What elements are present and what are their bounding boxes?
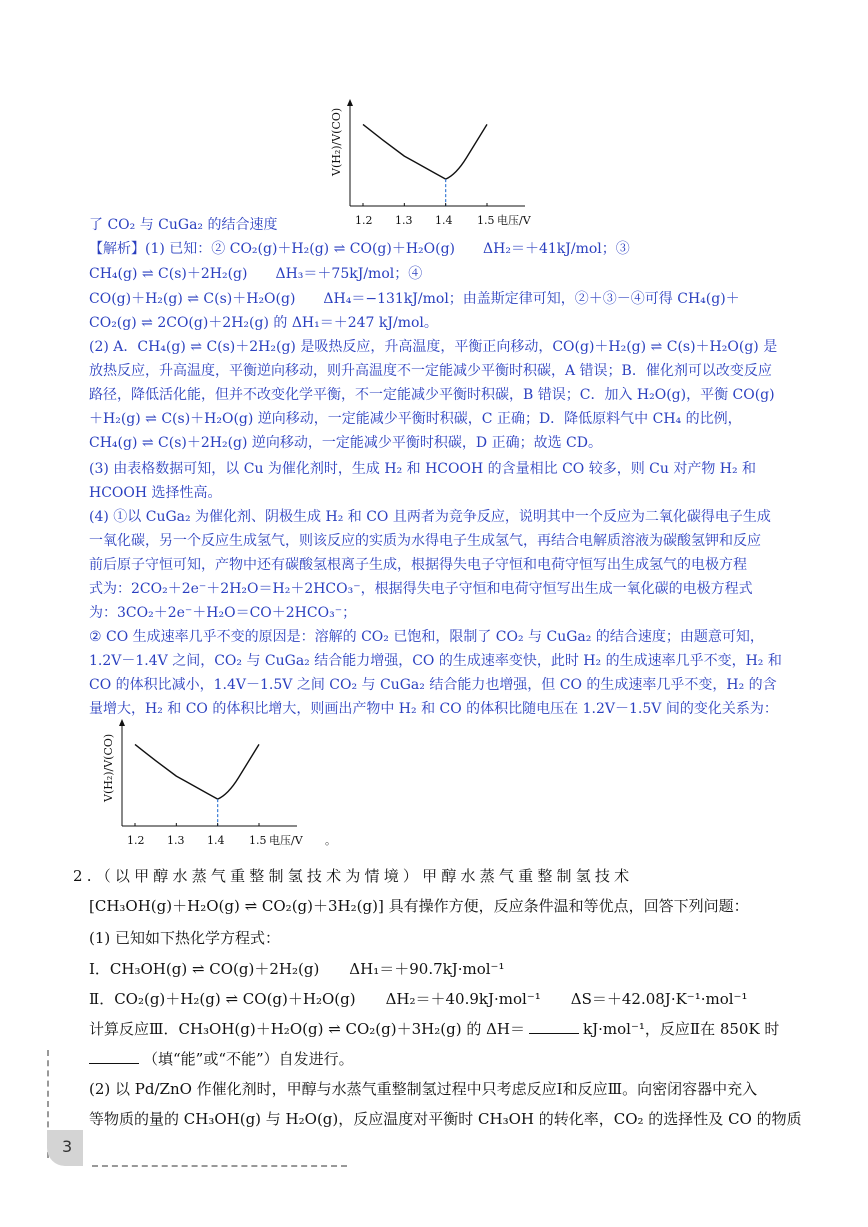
chart-2-tick: 1.2 [127,834,145,847]
chart-2-tick: 1.3 [167,834,185,847]
solution-line: CO 的体积比减小，1.4V－1.5V 之间 CO₂ 与 CuGa₂ 结合能力也增强，但 CO 的生成速率几乎不变，H₂ 的含 [89,677,777,693]
chart-1-curve [363,124,487,179]
page-number: 3 [62,1137,73,1156]
solution-line: 一氧化碳，另一个反应生成氢气，则该反应的实质为水得电子生成氢气，再结合电解质溶液为碳酸氢钾和反应 [89,533,761,549]
solution-line: 了 CO₂ 与 CuGa₂ 的结合速度 [89,217,278,233]
question-2-line: (1) 已知如下热化学方程式： [89,929,281,947]
solution-line: 前后原子守恒可知，产物中还有碳酸氢根离子生成，根据得失电子守恒和电荷守恒写出生成氢气的电极方程 [89,557,747,573]
solution-line: 式为：2CO₂＋2e⁻＋2H₂O＝H₂＋2HCO₃⁻，根据得失电子守恒和电荷守恒写出生成一氧化碳的电极方程式 [89,581,753,597]
chart-1 [325,98,555,230]
question-2-line: Ⅰ．CH₃OH(g) ⇌ CO(g)＋2H₂(g) ΔH₁＝＋90.7kJ·mol⁻¹ [89,960,505,978]
chart-2-ylabel: V(H₂)/V(CO) [102,733,115,802]
chart-1-xlabel: 电压/V [497,214,531,227]
solution-line: 为：3CO₂＋2e⁻＋H₂O＝CO＋2HCO₃⁻； [89,605,357,621]
question-2-line-6b: kJ·mol⁻¹，反应Ⅱ在 850K 时 [583,1020,780,1038]
chart-2-tick: 1.5 [249,834,267,847]
solution-line: CH₄(g) ⇌ C(s)＋2H₂(g) 逆向移动，一定能减少平衡时积碳，D 正确；故选 CD。 [89,435,602,451]
solution-line: (3) 由表格数据可知，以 Cu 为催化剂时，生成 H₂ 和 HCOOH 的含量相比 CO 较多，则 Cu 对产物 H₂ 和 [89,461,757,477]
chart-2 [97,718,357,848]
solution-line: (4) ①以 CuGa₂ 为催化剂、阴极生成 H₂ 和 CO 且两者为竞争反应，说明其中一个反应为二氧化碳得电子生成 [89,509,771,525]
solution-line: 放热反应，升高温度，平衡逆向移动，则升高温度不一定能减少平衡时积碳，A 错误；B．催化剂可以改变反应 [89,363,772,379]
solution-line: CO₂(g) ⇌ 2CO(g)＋2H₂(g) 的 ΔH₁＝＋247 kJ/mol。 [89,315,438,331]
chart-1-tick: 1.2 [355,214,373,227]
chart-2-tick: 1.4 [207,834,225,847]
solution-line: CO(g)＋H₂(g) ⇌ C(s)＋H₂O(g) ΔH₄＝−131kJ/mol；由盖斯定律可知，②＋③－④可得 CH₄(g)＋ [89,291,740,307]
solution-line: HCOOH 选择性高。 [89,485,222,501]
question-2-line: 2.（以甲醇水蒸气重整制氢技术为情境）甲醇水蒸气重整制氢技术 [73,867,634,885]
question-2-line: Ⅱ．CO₂(g)＋H₂(g) ⇌ CO(g)＋H₂O(g) ΔH₂＝＋40.9kJ·mol⁻¹ ΔS＝＋42.08J·K⁻¹·mol⁻¹ [89,990,748,1008]
solution-line: ＋H₂(g) ⇌ C(s)＋H₂O(g) 逆向移动，一定能减少平衡时积碳，C 正确；D．降低原料气中 CH₄ 的比例， [89,411,742,427]
question-2-line-7 [89,1048,354,1069]
solution-line: ② CO 生成速率几乎不变的原因是：溶解的 CO₂ 已饱和，限制了 CO₂ 与 CuGa₂ 的结合速度；由题意可知， [89,629,764,645]
solution-line: CH₄(g) ⇌ C(s)＋2H₂(g) ΔH₃＝＋75kJ/mol；④ [89,266,423,282]
solution-line: (2) A．CH₄(g) ⇌ C(s)＋2H₂(g) 是吸热反应，升高温度，平衡正向移动，CO(g)＋H₂(g) ⇌ C(s)＋H₂O(g) 是 [89,339,778,355]
chart-2-xlabel: 电压/V [269,834,303,847]
chart-1-tick: 1.3 [395,214,413,227]
question-2-line-6 [89,1018,779,1039]
chart-2-y-arrow [119,719,125,726]
solution-line: 【解析】(1) 已知：② CO₂(g)＋H₂(g) ⇌ CO(g)＋H₂O(g) ΔH₂＝＋41kJ/mol；③ [89,241,630,257]
chart-1-y-arrow [347,99,353,106]
chart-1-tick: 1.5 [477,214,495,227]
solution-line: 1.2V－1.4V 之间，CO₂ 与 CuGa₂ 结合能力增强，CO 的生成速率变快，此时 H₂ 的生成速率几乎不变，H₂ 和 [89,653,782,669]
chart-1-ylabel: V(H₂)/V(CO) [330,107,343,176]
page-border-dashed-horizontal [92,1165,347,1167]
solution-line: 量增大，H₂ 和 CO 的体积比增大，则画出产物中 H₂ 和 CO 的体积比随电压在 1.2V－1.5V 间的变化关系为： [89,701,778,717]
question-2-line: 等物质的量的 CH₃OH(g) 与 H₂O(g)，反应温度对平衡时 CH₃OH 的转化率，CO₂ 的选择性及 CO 的物质 [89,1110,802,1128]
question-2-line: [CH₃OH(g)＋H₂O(g) ⇌ CO₂(g)＋3H₂(g)] 具有操作方便，反应条件温和等优点，回答下列问题： [89,897,749,915]
answer-blank[interactable] [529,1033,579,1034]
solution-line: 路径，降低活化能，但并不改变化学平衡，不一定能减少平衡时积碳，B 错误；C．加入 H₂O(g)，平衡 CO(g) [89,387,775,403]
chart-2-suffix: 。 [325,834,336,847]
chart-2-curve [135,744,259,799]
question-2-line: (2) 以 Pd/ZnO 作催化剂时，甲醇与水蒸气重整制氢过程中只考虑反应Ⅰ和反应Ⅲ。向密闭容器中充入 [89,1080,758,1098]
question-2-line-6a: 计算反应Ⅲ．CH₃OH(g)＋H₂O(g) ⇌ CO₂(g)＋3H₂(g) 的 ΔH＝ [89,1020,526,1038]
chart-1-tick: 1.4 [435,214,453,227]
question-2-line-7-text: （填“能”或“不能”）自发进行。 [143,1050,354,1068]
answer-blank[interactable] [89,1063,139,1064]
